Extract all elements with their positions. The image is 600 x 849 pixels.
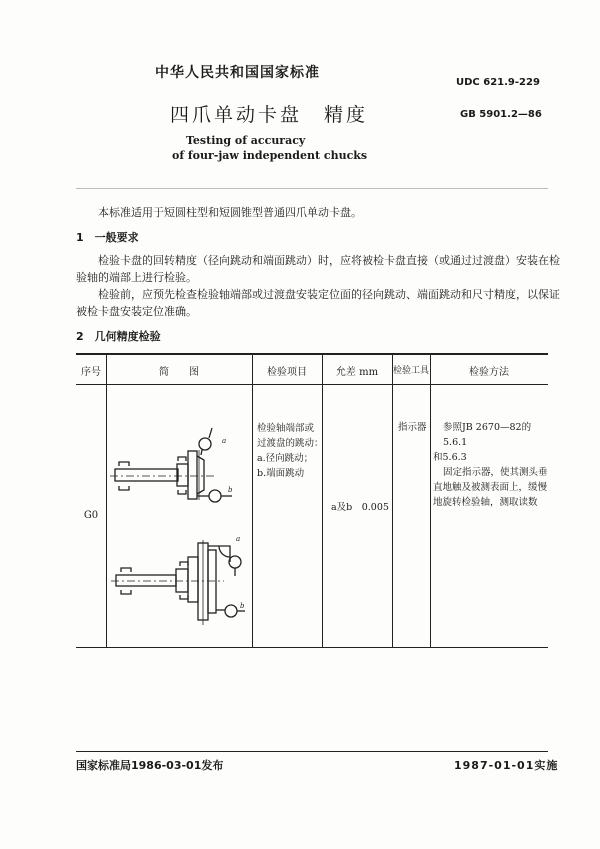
diagram-chuck-adapter: [111, 540, 245, 625]
row-number: G0: [83, 510, 99, 521]
header-diagram: 简 图: [159, 367, 199, 378]
diagram-chuck-direct: [110, 428, 232, 502]
header-no: 序号: [81, 367, 101, 378]
label-b: b: [228, 486, 233, 494]
tolerance-value: a及b 0.005: [331, 502, 389, 513]
inspection-item: 检验轴端部或 过渡盘的跳动： a.径向跳动； b.端面跳动: [257, 423, 324, 479]
section-1-paragraph-1-cont: 验轴的端部上进行检验。: [76, 271, 197, 284]
header-tolerance: 允差 mm: [335, 367, 379, 378]
section-1-paragraph-2: 检验前，应预先检查检验轴端部或过渡盘安装定位面的径向跳动、端面跳动和尺寸精度，以保证: [98, 288, 560, 301]
label-a: a: [222, 437, 227, 445]
section-2-title: 2 几何精度检验: [76, 330, 161, 343]
section-1-paragraph-2-cont: 被检卡盘安装定位准确。: [76, 305, 197, 318]
scope-text: 本标准适用于短圆柱型和短圆锥型普通四爪单动卡盘。: [98, 206, 362, 219]
inspection-method: 参照JB 2670—82的5.6.1 和5.6.3 固定指示器，使其测头垂 直地触及被测表面上，缓慢 地旋转检验轴，测取读数: [433, 422, 548, 508]
country-standard: 中华人民共和国国家标准: [155, 65, 320, 81]
issue-date: 国家标准局1986-03-01发布: [76, 759, 224, 772]
inspection-tool: 指示器: [398, 422, 427, 433]
label-a-2: a: [236, 535, 241, 543]
label-b-2: b: [240, 602, 245, 610]
section-1-paragraph-1: 检验卡盘的回转精度（径向跳动和端面跳动）时，应将被检卡盘直接（或通过过渡盘）安装在检: [98, 254, 560, 267]
english-title-line2: of four-jaw independent chucks: [172, 149, 368, 162]
header-item: 检验项目: [267, 367, 307, 378]
udc-number: UDC 621.9-229: [456, 77, 540, 88]
section-1-title: 1 一般要求: [76, 231, 139, 244]
footer-divider: [76, 751, 548, 752]
standard-number: GB 5901.2—86: [460, 109, 542, 120]
document-title: 四爪单动卡盘 精度: [170, 104, 369, 126]
english-title-line1: Testing of accuracy: [186, 134, 306, 147]
header-tool: 检验工具: [392, 366, 429, 376]
header-method: 检验方法: [469, 367, 509, 378]
effective-date: 1987-01-01实施: [454, 759, 559, 772]
